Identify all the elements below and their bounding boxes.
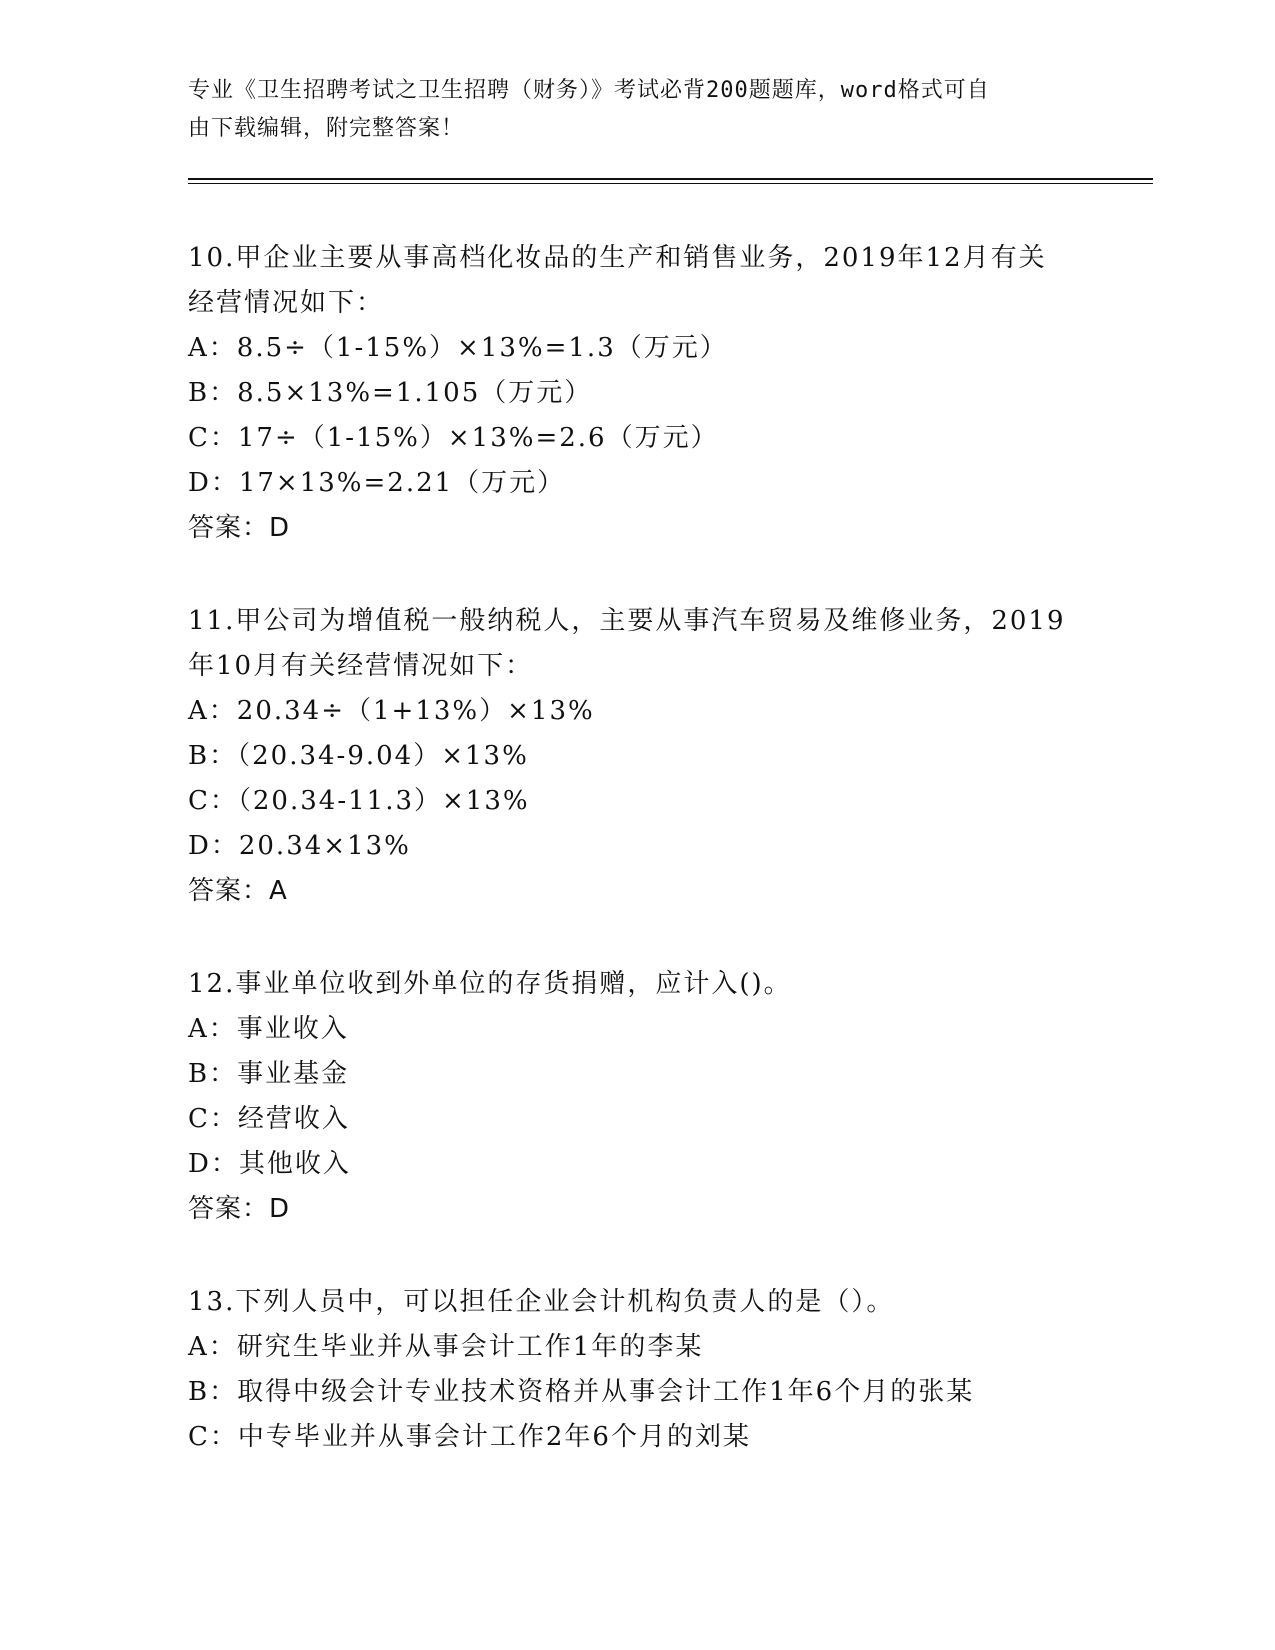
- answer-label: 答案：A: [188, 876, 288, 906]
- option-c: C：中专毕业并从事会计工作2年6个月的刘某: [188, 1422, 751, 1452]
- option-d: D：17×13%=2.21（万元）: [188, 468, 566, 498]
- option-c: C：经营收入: [188, 1104, 350, 1134]
- header-divider-thin: [188, 183, 1153, 184]
- question-stem-line-2: 经营情况如下：: [188, 288, 385, 318]
- option-d: D：其他收入: [188, 1149, 351, 1179]
- header-divider-thick: [188, 178, 1153, 180]
- answer-label: 答案：D: [188, 513, 291, 543]
- question-13: [188, 1280, 1088, 1460]
- question-11: [188, 599, 1088, 914]
- option-b: B：（20.34-9.04）×13%: [188, 741, 529, 771]
- answer-label: 答案：D: [188, 1194, 291, 1224]
- option-a: A：20.34÷（1+13%）×13%: [188, 696, 595, 726]
- option-a: A：研究生毕业并从事会计工作1年的李某: [188, 1332, 704, 1362]
- option-c: C：（20.34-11.3）×13%: [188, 786, 530, 816]
- option-a: A：8.5÷（1-15%）×13%=1.3（万元）: [188, 333, 728, 363]
- question-12: [188, 962, 1088, 1232]
- question-stem-line-1: 11.甲公司为增值税一般纳税人，主要从事汽车贸易及维修业务，2019: [188, 606, 1066, 636]
- option-b: B：事业基金: [188, 1059, 350, 1089]
- question-stem-line-1: 10.甲企业主要从事高档化妆品的生产和销售业务，2019年12月有关: [188, 243, 1047, 273]
- option-c: C：17÷（1-15%）×13%=2.6（万元）: [188, 423, 719, 453]
- question-stem-line-1: 12.事业单位收到外单位的存货捐赠，应计入()。: [188, 969, 792, 999]
- question-list: [188, 236, 1088, 1508]
- intro-line-2: 由下载编辑，附完整答案！: [188, 116, 465, 141]
- question-stem-line-1: 13.下列人员中，可以担任企业会计机构负责人的是（）。: [188, 1287, 895, 1317]
- option-d: D：20.34×13%: [188, 831, 411, 861]
- option-b: B：8.5×13%=1.105（万元）: [188, 378, 593, 408]
- option-a: A：事业收入: [188, 1014, 349, 1044]
- document-intro: [188, 72, 1068, 148]
- question-10: [188, 236, 1088, 551]
- question-stem-line-2: 年10月有关经营情况如下：: [188, 651, 534, 681]
- option-b: B：取得中级会计专业技术资格并从事会计工作1年6个月的张某: [188, 1377, 975, 1407]
- intro-line-1: 专业《卫生招聘考试之卫生招聘（财务）》考试必背200题题库，word格式可自: [188, 78, 990, 103]
